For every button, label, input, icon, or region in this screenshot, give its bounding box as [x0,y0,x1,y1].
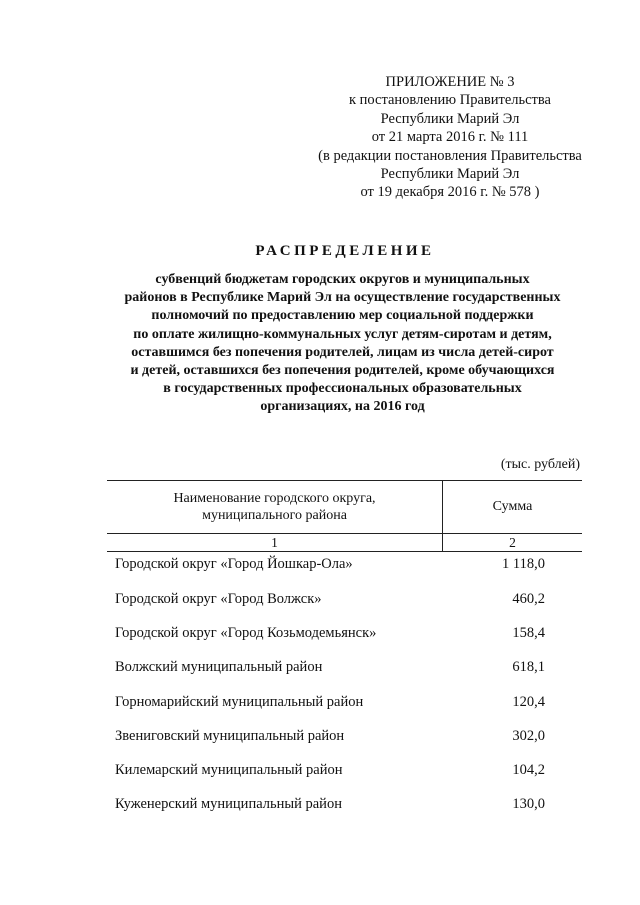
appendix-line: к постановлению Правительства [349,92,551,109]
allocation-table [107,480,582,552]
table-row [115,659,545,679]
appendix-line: от 21 марта 2016 г. № 111 [371,129,529,146]
subtitle-line: организациях, на 2016 год [260,399,425,415]
table-row [115,591,545,611]
appendix-line: Республики Марий Эл [380,110,520,127]
district-name: Городской округ «Город Волжск» [115,591,322,607]
units-label: (тыс. рублей) [500,457,580,472]
header-name-line: муниципального района [202,508,347,523]
subtitle-line: субвенций бюджетам городских округов и муниципальных [155,272,530,287]
header-name-cell [107,481,443,533]
column-number: 1 [107,534,443,551]
district-name: Горномарийский муниципальный район [115,694,364,710]
district-sum: 1 118,0 [502,556,545,572]
district-name: Городской округ «Город Козьмодемьянск» [115,625,377,641]
district-sum: 130,0 [512,796,545,812]
district-sum: 158,4 [512,625,545,641]
column-number-row [107,534,582,552]
district-name: Куженерский муниципальный район [115,796,342,812]
district-name: Городской округ «Город Йошкар-Ола» [115,556,353,572]
table-row [115,694,545,714]
district-sum: 618,1 [512,659,545,675]
district-name: Волжский муниципальный район [115,659,323,675]
district-name: Звениговский муниципальный район [115,728,345,744]
header-sum-cell: Сумма [492,499,533,514]
appendix-header [300,73,600,202]
subtitle-line: и детей, оставшихся без попечения родителей, кроме обучающихся [130,363,555,379]
table-row [115,728,545,748]
district-sum: 120,4 [512,694,545,710]
column-number: 2 [509,535,516,550]
subtitle-line: районов в Республике Марий Эл на осуществление государственных [124,290,561,306]
subtitle-line: оставшимся без попечения родителей, лицам из числа детей-сирот [131,344,554,360]
subtitle-line: в государственных профессиональных образовательных [163,381,522,397]
district-sum: 460,2 [512,591,545,607]
document-subtitle [90,271,595,417]
appendix-line: (в редакции постановления Правительства [318,147,582,164]
header-name-line: Наименование городского округа, [173,491,376,506]
district-sum: 104,2 [512,762,545,778]
district-name: Килемарский муниципальный район [115,762,343,778]
table-row [115,625,545,645]
table-row [115,556,545,576]
district-sum: 302,0 [512,728,545,744]
subtitle-line: полномочий по предоставлению мер социальной поддержки [151,308,534,324]
subtitle-line: по оплате жилищно-коммунальных услуг детям-сиротам и детям, [133,326,552,342]
appendix-line: Республики Марий Эл [380,166,520,183]
table-row [115,762,545,782]
table-row [115,796,545,816]
table-header [107,480,582,534]
appendix-line: ПРИЛОЖЕНИЕ № 3 [385,74,515,90]
appendix-line: от 19 декабря 2016 г. № 578 ) [360,184,540,201]
document-title: РАСПРЕДЕЛЕНИЕ [255,243,435,259]
